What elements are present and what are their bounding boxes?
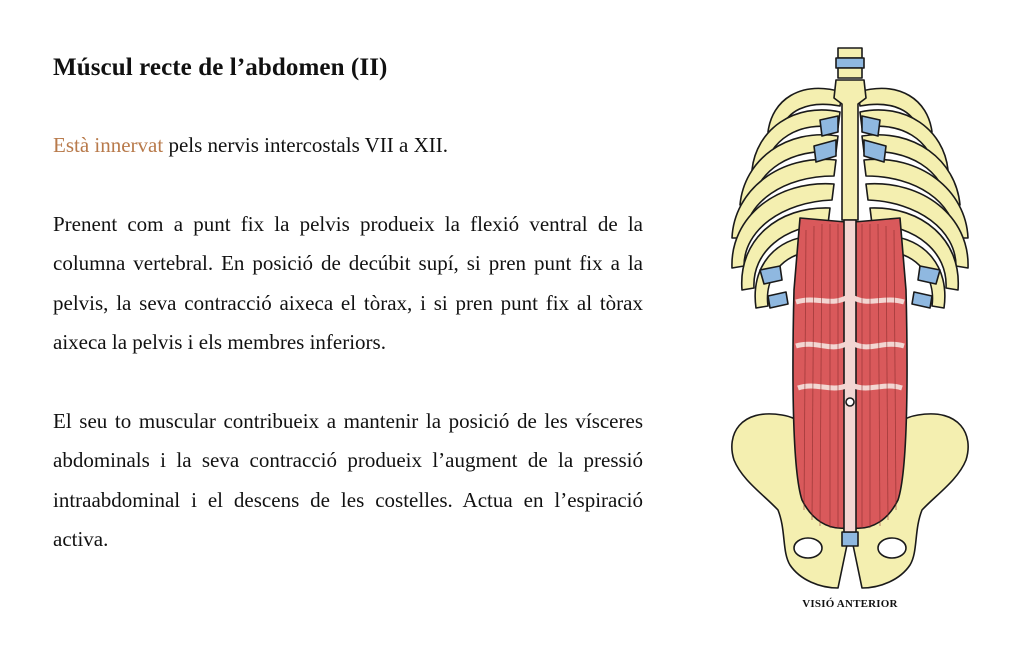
function-paragraph: Prenent com a punt fix la pelvis produeix la flexió ventral de la columna vertebral. En posició de decúbit supí, si pren punt fix a la pelvis, la seva contracció aixeca el tòrax, i si pren punt fix al tòrax aixeca la pelvis i els membres inferiors. xyxy=(53,211,643,354)
innervation-text: pels nervis intercostals VII a XII. xyxy=(163,133,449,157)
umbilicus xyxy=(846,398,854,406)
page-title: Múscul recte de l’abdomen (II) xyxy=(53,54,388,81)
right-obturator xyxy=(878,538,906,558)
rectus-abdominis-illustration xyxy=(720,40,980,620)
pubic-symphysis xyxy=(842,532,858,546)
left-obturator xyxy=(794,538,822,558)
sternum xyxy=(834,80,866,220)
innervation-highlight: Està innervat xyxy=(53,133,164,157)
tone-paragraph: El seu to muscular contribueix a mantenir la posició de les vísceres abdominals i la seva contracció produeix l’augment de la pressió intraabdominal i el descens de les costelles. Actua en l’espiració activa. xyxy=(53,408,643,551)
text-column xyxy=(53,48,643,560)
vertebra-top xyxy=(838,48,862,58)
innervation-paragraph xyxy=(53,126,643,166)
linea-alba xyxy=(844,220,856,532)
figure-caption: VISIÓ ANTERIOR xyxy=(802,598,898,610)
